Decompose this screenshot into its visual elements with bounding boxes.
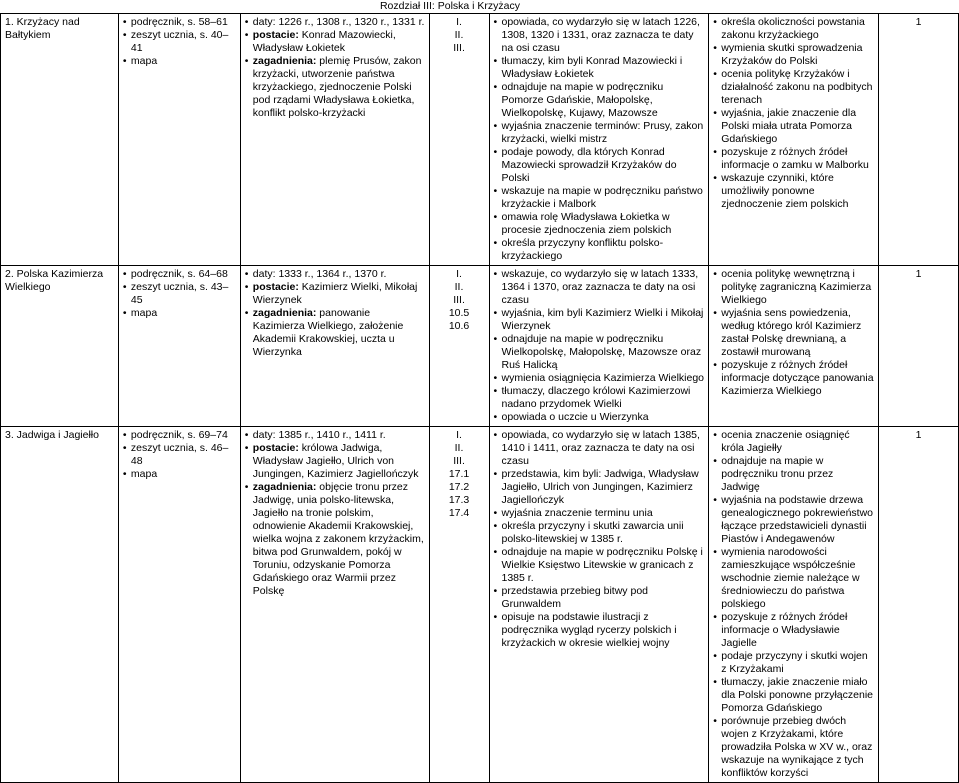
issues-label: zagadnienia: xyxy=(252,481,317,493)
dates-text: daty: 1385 r., 1410 r., 1411 r. xyxy=(252,429,386,441)
topic-cell xyxy=(1,266,119,427)
extended-skill-item: • tłumaczy, jakie znaczenie miało dla Polski ponowne przyłączenie Pomorza Gdańskiego xyxy=(713,676,874,715)
level-item: 17.4 xyxy=(448,507,470,519)
skill-item: • odnajduje na mapie w podręczniku Polskę i Wielkie Księstwo Litewskie w granicach z 1385 r. xyxy=(494,546,705,585)
skill-item: • określa przyczyny konfliktu polsko-krzyżackiego xyxy=(494,237,705,263)
section-header: Rozdział III: Polska i Krzyżacy xyxy=(379,0,521,12)
skill-item: • przedstawia przebieg bitwy pod Grunwaldem xyxy=(494,585,705,611)
content-dates xyxy=(245,16,425,29)
extended-skill-item: • wymienia narodowości zamieszkujące współcześnie wschodnie ziemie należące w średniowieczu do państwa polskiego xyxy=(713,546,874,611)
people-label: postacie: xyxy=(252,442,299,454)
extended-skill-item: • pozyskuje z różnych źródeł informacje o zamku w Malborku xyxy=(713,146,874,172)
skills-cell xyxy=(489,266,709,427)
topic-cell xyxy=(1,427,119,783)
source-item: • mapa xyxy=(123,55,236,68)
skill-item: • wyjaśnia znaczenie terminów: Prusy, zakon krzyżacki, wielki mistrz xyxy=(494,120,705,146)
skill-item: • przedstawia, kim byli: Jadwiga, Władysław Jagiełło, Ulrich von Jungingen, Kazimierz Jagiellończyk xyxy=(494,468,705,507)
issues-text: plemię Prusów, zakon krzyżacki, utworzenie państwa krzyżackiego, zjednoczenie Polski pod rządami Władysława Łokietka, konflikt polsko-krzyżacki xyxy=(252,55,422,119)
content-people xyxy=(245,442,425,481)
content-issues xyxy=(245,55,425,120)
extended-skills-cell xyxy=(709,14,879,266)
content-cell xyxy=(240,427,429,783)
skill-item: • opisuje na podstawie ilustracji z podręcznika wygląd rycerzy polskich i krzyżackich w okresie wielkiej wojny xyxy=(494,611,705,650)
level-item: II. xyxy=(454,442,464,454)
extended-skill-item: • wyjaśnia sens powiedzenia, według którego król Kazimierz zastał Polskę drewnianą, a zostawił murowaną xyxy=(713,307,874,359)
content-cell xyxy=(240,266,429,427)
content-issues xyxy=(245,481,425,598)
people-text: królowa Jadwiga, Władysław Jagiełło, Ulrich von Jungingen, Kazimierz Jagiellończyk xyxy=(252,442,419,480)
hours-value: 1 xyxy=(915,268,922,280)
content-people xyxy=(245,281,425,307)
hours-value: 1 xyxy=(915,429,922,441)
extended-skill-item: • podaje przyczyny i skutki wojen z Krzyżakami xyxy=(713,650,874,676)
people-label: postacie: xyxy=(252,29,299,41)
level-item: III. xyxy=(453,42,465,54)
people-text: Kazimierz Wielki, Mikołaj Wierzynek xyxy=(252,281,418,306)
level-item: II. xyxy=(454,29,464,41)
source-item: • mapa xyxy=(123,468,236,481)
level-item: 10.5 xyxy=(448,307,470,319)
levels-cell xyxy=(429,14,489,266)
skill-item: • opowiada, co wydarzyło się w latach 1385, 1410 i 1411, oraz zaznacza te daty na osi czasu xyxy=(494,429,705,468)
dates-text: daty: 1333 r., 1364 r., 1370 r. xyxy=(252,268,387,280)
extended-skill-item: • wymienia skutki sprowadzenia Krzyżaków do Polski xyxy=(713,42,874,68)
extended-skill-item: • wskazuje czynniki, które umożliwiły ponowne zjednoczenie ziem polskich xyxy=(713,172,874,211)
topic-title: 1. Krzyżacy nad Bałtykiem xyxy=(5,16,80,41)
level-item: III. xyxy=(453,294,465,306)
extended-skill-item: • ocenia politykę Krzyżaków i działalność zakonu na podbitych terenach xyxy=(713,68,874,107)
extended-skill-item: • pozyskuje z różnych źródeł informacje dotyczące panowania Kazimierza Wielkiego xyxy=(713,359,874,398)
skill-item: • opowiada o uczcie u Wierzynka xyxy=(494,411,705,424)
source-item: • zeszyt ucznia, s. 40–41 xyxy=(123,29,236,55)
extended-skills-cell xyxy=(709,427,879,783)
level-item: I. xyxy=(456,16,462,28)
issues-text: panowanie Kazimierza Wielkiego, założenie Akademii Krakowskiej, uczta u Wierzynka xyxy=(252,307,404,358)
skill-item: • odnajduje na mapie w podręczniku Pomorze Gdańskie, Małopolskę, Wielkopolskę, Kujawy, Mazowsze xyxy=(494,81,705,120)
content-dates xyxy=(245,268,425,281)
content-people xyxy=(245,29,425,55)
people-label: postacie: xyxy=(252,281,299,293)
topic-cell xyxy=(1,14,119,266)
hours-cell xyxy=(879,266,959,427)
skill-item: • określa przyczyny i skutki zawarcia unii polsko-litewskiej w 1385 r. xyxy=(494,520,705,546)
level-item: 10.6 xyxy=(448,320,470,332)
levels-cell xyxy=(429,266,489,427)
source-item: • podręcznik, s. 58–61 xyxy=(123,16,236,29)
skill-item: • wskazuje na mapie w podręczniku państwo krzyżackie i Malbork xyxy=(494,185,705,211)
people-text: Konrad Mazowiecki, Władysław Łokietek xyxy=(252,29,396,54)
skill-item: • tłumaczy, dlaczego królowi Kazimierzowi nadano przydomek Wielki xyxy=(494,385,705,411)
skill-item: • wskazuje, co wydarzyło się w latach 1333, 1364 i 1370, oraz zaznacza te daty na osi czasu xyxy=(494,268,705,307)
extended-skill-item: • odnajduje na mapie w podręczniku tronu przez Jadwigę xyxy=(713,455,874,494)
source-item: • zeszyt ucznia, s. 43–45 xyxy=(123,281,236,307)
sources-cell xyxy=(118,266,240,427)
skill-item: • opowiada, co wydarzyło się w latach 1226, 1308, 1320 i 1331, oraz zaznacza te daty na osi czasu xyxy=(494,16,705,55)
level-item: III. xyxy=(453,455,465,467)
source-item: • podręcznik, s. 64–68 xyxy=(123,268,236,281)
table-row xyxy=(1,427,959,783)
extended-skill-item: • wyjaśnia na podstawie drzewa genealogicznego pokrewieństwo łączące przedstawicieli dynastii Piastów i Andegawenów xyxy=(713,494,874,546)
skill-item: • omawia rolę Władysława Łokietka w procesie zjednoczenia ziem polskich xyxy=(494,211,705,237)
skill-item: • wymienia osiągnięcia Kazimierza Wielkiego xyxy=(494,372,705,385)
extended-skill-item: • wyjaśnia, jakie znaczenie dla Polski miała utrata Pomorza Gdańskiego xyxy=(713,107,874,146)
topic-title: 2. Polska Kazimierza Wielkiego xyxy=(5,268,104,293)
source-item: • podręcznik, s. 69–74 xyxy=(123,429,236,442)
content-issues xyxy=(245,307,425,359)
level-item: 17.3 xyxy=(448,494,470,506)
source-item: • zeszyt ucznia, s. 46–48 xyxy=(123,442,236,468)
issues-label: zagadnienia: xyxy=(252,307,317,319)
sources-cell xyxy=(118,14,240,266)
dates-text: daty: 1226 r., 1308 r., 1320 r., 1331 r. xyxy=(252,16,425,28)
issues-text: objęcie tronu przez Jadwigę, unia polsko-litewska, Jagiełło na tronie polskim, odnowienie Akademii Krakowskiej, wielka wojna z zakonem krzyżackim, bitwa pod Grunwaldem, pokój w Toruniu, odzyskanie Pomorza Gdańskiego oraz Warmii przez Polskę xyxy=(252,481,424,597)
hours-cell xyxy=(879,14,959,266)
curriculum-table xyxy=(0,13,959,783)
skill-item: • podaje powody, dla których Konrad Mazowiecki sprowadził Krzyżaków do Polski xyxy=(494,146,705,185)
issues-label: zagadnienia: xyxy=(252,55,317,67)
hours-cell xyxy=(879,427,959,783)
level-item: 17.2 xyxy=(448,481,470,493)
hours-value: 1 xyxy=(915,16,922,28)
content-cell xyxy=(240,14,429,266)
table-row xyxy=(1,14,959,266)
level-item: 17.1 xyxy=(448,468,470,480)
level-item: I. xyxy=(456,429,462,441)
skill-item: • tłumaczy, kim byli Konrad Mazowiecki i Władysław Łokietek xyxy=(494,55,705,81)
content-dates xyxy=(245,429,425,442)
skill-item: • odnajduje na mapie w podręczniku Wielkopolskę, Małopolskę, Mazowsze oraz Ruś Halicką xyxy=(494,333,705,372)
extended-skill-item: • porównuje przebieg dwóch wojen z Krzyżakami, które prowadziła Polska w XV w., oraz wskazuje na wynikające z tych konfliktów korzyści xyxy=(713,715,874,780)
extended-skill-item: • określa okoliczności powstania zakonu krzyżackiego xyxy=(713,16,874,42)
skill-item: • wyjaśnia, kim byli Kazimierz Wielki i Mikołaj Wierzynek xyxy=(494,307,705,333)
level-item: II. xyxy=(454,281,464,293)
skill-item: • wyjaśnia znaczenie terminu unia xyxy=(494,507,705,520)
extended-skills-cell xyxy=(709,266,879,427)
extended-skill-item: • ocenia znaczenie osiągnięć króla Jagiełły xyxy=(713,429,874,455)
table-row xyxy=(1,266,959,427)
topic-title: 3. Jadwiga i Jagiełło xyxy=(5,429,99,441)
extended-skill-item: • pozyskuje z różnych źródeł informacje o Władysławie Jagielle xyxy=(713,611,874,650)
source-item: • mapa xyxy=(123,307,236,320)
levels-cell xyxy=(429,427,489,783)
sources-cell xyxy=(118,427,240,783)
extended-skill-item: • ocenia politykę wewnętrzną i politykę zagraniczną Kazimierza Wielkiego xyxy=(713,268,874,307)
skills-cell xyxy=(489,14,709,266)
level-item: I. xyxy=(456,268,462,280)
skills-cell xyxy=(489,427,709,783)
